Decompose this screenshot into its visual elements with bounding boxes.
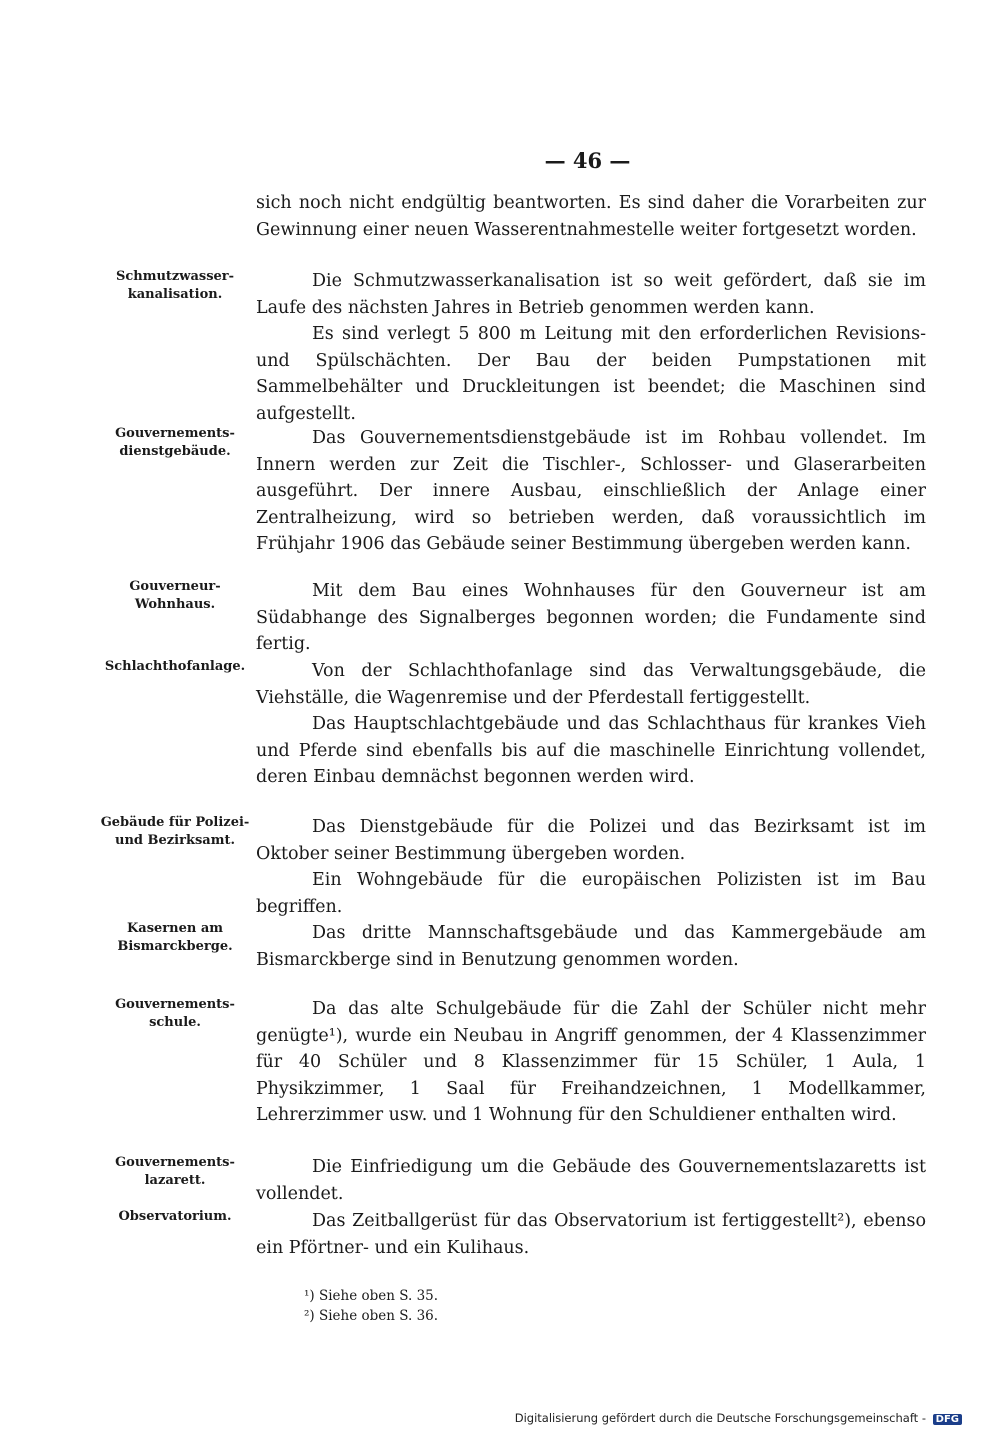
body-text [256, 658, 926, 791]
body-text [256, 190, 926, 243]
body-text [256, 578, 926, 658]
paragraph: Mit dem Bau eines Wohnhauses für den Gouverneur ist am Südabhange des Signalberges begonnen worden; die Fundamente sind fertig. [256, 581, 926, 654]
body-text [256, 814, 926, 920]
margin-heading: Observatorium. [118, 1209, 232, 1224]
margin-heading: Gebäude für Polizei- und Bezirksamt. [100, 815, 250, 848]
margin-heading: Gouvernements-lazarett. [115, 1155, 235, 1188]
paragraph: Ein Wohngebäude für die europäischen Polizisten ist im Bau begriffen. [256, 870, 926, 917]
paragraph: Da das alte Schulgebäude für die Zahl der Schüler nicht mehr genügte¹), wurde ein Neubau in Angriff genommen, der 4 Klassenzimmer für 40 Schüler und 8 Klassenzimmer für 15 Schüler, 1 Aula, 1 Physikzimmer, 1 Saal für Freihandzeichnen, 1 Modellkammer, Lehrerzimmer usw. und 1 Wohnung für den Schuldiener enthalten wird. [256, 999, 926, 1125]
paragraph: Es sind verlegt 5 800 m Leitung mit den erforderlichen Revisions- und Spülschächten. Der Bau der beiden Pumpstationen mit Sammelbehälter und Druckleitungen ist beendet; die Maschinen sind aufgestellt. [256, 324, 926, 424]
margin-heading: Gouvernements-dienstgebäude. [115, 426, 235, 459]
paragraph: sich noch nicht endgültig beantworten. Es sind daher die Vorarbeiten zur Gewinnung einer neuen Wasserentnahmestelle weiter fortgesetzt worden. [256, 193, 926, 240]
credit-text: Digitalisierung gefördert durch die Deutsche Forschungsgemeinschaft - [514, 1411, 926, 1425]
body-text [256, 996, 926, 1129]
margin-heading: Schmutzwasser-kanalisation. [115, 269, 235, 302]
footnotes [304, 1286, 438, 1326]
footnote: ¹) Siehe oben S. 35. [304, 1288, 439, 1304]
margin-heading: Gouverneur-Wohnhaus. [129, 579, 221, 612]
footnote: ²) Siehe oben S. 36. [304, 1308, 439, 1324]
paragraph: Das Hauptschlachtgebäude und das Schlachthaus für krankes Vieh und Pferde sind ebenfalls bis auf die maschinelle Einrichtung vollendet, deren Einbau demnächst begonnen werden wird. [256, 714, 926, 787]
paragraph: Das Gouvernementsdienstgebäude ist im Rohbau vollendet. Im Innern werden zur Zeit die Tischler-, Schlosser- und Glaserarbeiten ausgeführt. Der innere Ausbau, einschließlich der Anlage einer Zentralheizung, wird so betrieben werden, daß voraussichtlich im Frühjahr 1906 das Gebäude seiner Bestimmung übergeben werden kann. [256, 428, 926, 554]
body-text [256, 268, 926, 427]
body-text [256, 1154, 926, 1207]
paragraph: Das Zeitballgerüst für das Observatorium ist fertiggestellt²), ebenso ein Pförtner- und ein Kulihaus. [256, 1211, 926, 1258]
margin-heading: Gouvernements-schule. [115, 997, 235, 1030]
paragraph: Die Einfriedigung um die Gebäude des Gouvernementslazaretts ist vollendet. [256, 1157, 926, 1204]
digitization-credit [515, 1411, 962, 1425]
page-number: — 46 — [544, 148, 631, 173]
paragraph: Das dritte Mannschaftsgebäude und das Kammergebäude am Bismarckberge sind in Benutzung genommen worden. [256, 923, 926, 970]
body-text [256, 1208, 926, 1261]
body-text [256, 920, 926, 973]
paragraph: Die Schmutzwasserkanalisation ist so weit gefördert, daß sie im Laufe des nächsten Jahres in Betrieb genommen werden kann. [256, 271, 926, 318]
margin-heading: Schlachthofanlage. [104, 659, 246, 674]
paragraph: Von der Schlachthofanlage sind das Verwaltungsgebäude, die Viehställe, die Wagenremise und der Pferdestall fertiggestellt. [256, 661, 926, 708]
margin-heading: Kasernen am Bismarckberge. [117, 921, 233, 954]
body-text [256, 425, 926, 558]
paragraph: Das Dienstgebäude für die Polizei und das Bezirksamt ist im Oktober seiner Bestimmung übergeben worden. [256, 817, 926, 864]
dfg-logo: DFG [933, 1414, 962, 1425]
